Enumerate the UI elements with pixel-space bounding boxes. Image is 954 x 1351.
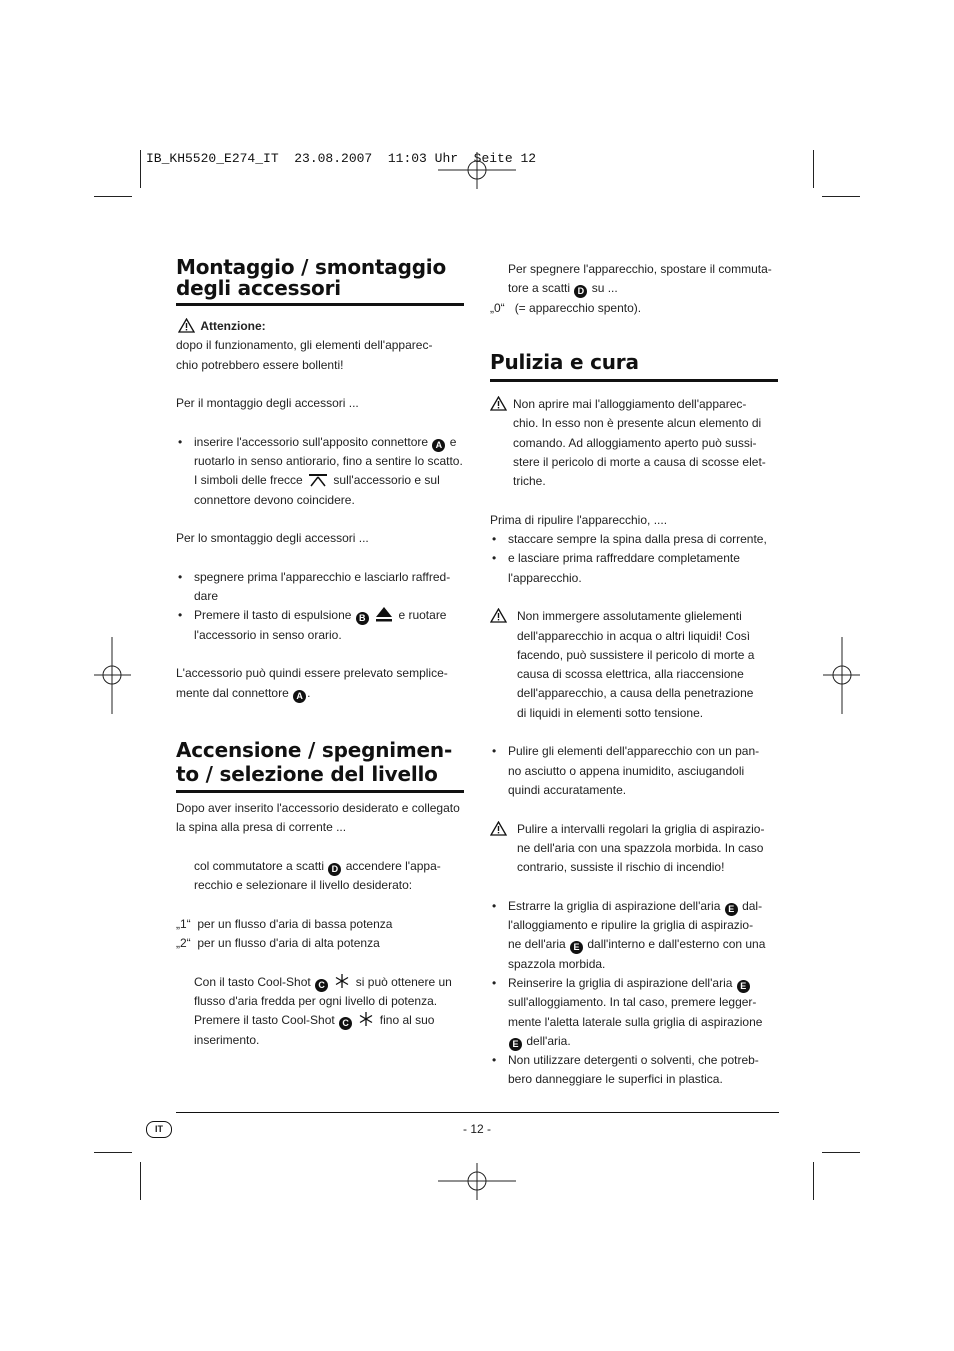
list-item: • Premere il tasto di espulsione B e ruotare l'accessorio in senso orario. xyxy=(176,606,476,645)
list-item: • e lasciare prima raffreddare completamente l'apparecchio. xyxy=(490,549,790,588)
section-title-pulizia: Pulizia e cura xyxy=(490,350,639,374)
marker-e: E xyxy=(737,980,750,993)
list-item: • Estrarre la griglia di aspirazione dell'aria E dal- l'alloggiamento e ripulire la griglia di aspirazio- ne dell'aria E dall'interno e dall'esterno con una spazzola morbida. xyxy=(490,897,790,974)
marker-e: E xyxy=(509,1038,522,1051)
title-rule xyxy=(176,303,464,306)
warning-triangle-icon xyxy=(490,821,507,836)
warning-block: Non aprire mai l'alloggiamento dell'apparec- chio. In esso non è presente alcun elemento di comando. Ad alloggiamento aperto può sussi- stere il pericolo di morte a causa di scosse elet- triche. xyxy=(490,395,790,491)
title-rule xyxy=(176,790,464,793)
arrow-symbol-icon xyxy=(308,473,328,487)
warning-block: Non immergere assolutamente glielementi dell'apparecchio in acqua o altri liquidi! Così facendo, può sussistere il pericolo di morte a causa di scossa elettrica, alla riaccensione dell'apparecchio, a causa della penetrazione di liquidi in elementi sotto tensione. xyxy=(490,607,790,723)
list-item: • spegnere prima l'apparecchio e lasciarlo raffred- dare xyxy=(176,568,476,607)
list-item: • Pulire gli elementi dell'apparecchio con un pan- no asciutto o appena inumidito, asciugandoli quindi accuratamente. xyxy=(490,742,790,800)
language-badge: IT xyxy=(146,1121,172,1138)
marker-a: A xyxy=(293,690,306,703)
warning-triangle-icon xyxy=(178,318,195,333)
list-item: • inserire l'accessorio sull'apposito connettore A e ruotarlo in senso antiorario, fino a sentire lo scatto. I simboli delle frecce sull'accessorio e sul connettore devono coincidere. xyxy=(176,433,476,510)
marker-a: A xyxy=(432,439,445,452)
attenzione-label: Attenzione: xyxy=(200,319,266,333)
title-rule xyxy=(490,379,778,382)
marker-c: C xyxy=(315,979,328,992)
warning-block: Pulire a intervalli regolari la griglia di aspirazio- ne dell'aria con una spazzola morbida. In caso contrario, sussiste il rischio di incendio! xyxy=(490,820,790,878)
marker-e: E xyxy=(725,903,738,916)
list-item: • staccare sempre la spina dalla presa di corrente, xyxy=(490,530,790,549)
section-title-accensione: Accensione / spegnimen- to / selezione del livello xyxy=(176,738,453,786)
list-item: • Non utilizzare detergenti o solventi, che potreb- bero danneggiare le superfici in plastica. xyxy=(490,1051,790,1090)
spegnimento-section: Per spegnere l'apparecchio, spostare il commuta- tore a scatti D su ... „0“ (= apparecchio spento). xyxy=(490,262,772,315)
eject-icon xyxy=(375,606,393,622)
marker-d: D xyxy=(328,863,341,876)
page-number: - 12 - xyxy=(462,1122,491,1136)
warning-triangle-icon xyxy=(490,396,507,411)
print-header: IB_KH5520_E274_IT 23.08.2007 11:03 Uhr Seite 12 xyxy=(146,151,537,166)
pulizia-section: Non aprire mai l'alloggiamento dell'apparec- chio. In esso non è presente alcun elemento di comando. Ad alloggiamento aperto può sussi- stere il pericolo di morte a causa di scosse elet- triche. Prima di ripulire l'apparecchio, .... • staccare sempre la spina dalla presa di corrente, • e lasciare prima raffreddare completamente l'apparecchio. Non immergere assolutamente glielementi dell'apparecchio in acqua o altri liquidi! Così facendo, può sussistere il pericolo di morte a causa di scossa elettrica, alla riaccensione dell'apparecchio, a causa della penetrazione di liquidi in elementi sotto tensione. • Pulire gli elementi dell'apparecchio con un pan- no asciutto o appena inumidito, asciugandoli quindi accuratamente. Pulire a intervalli regolari la griglia di aspirazio- ne dell'aria con una spazzola morbida. In caso contrario, sussiste il rischio di incendio! • Estrarre la griglia di aspirazione dell'aria E dal- l'alloggiamento e ripulire la griglia di aspirazio- ne dell'aria E dall'interno e dall'esterno con una spazzola morbida. • Reinserire la griglia di aspirazione dell'aria E sull'alloggiamento. In tal caso, premere legger- mente l'aletta laterale sulla griglia di aspirazione E dell'aria. • Non utilizzare detergenti o solventi, che potreb- bero danneggiare le superfici in plastica. xyxy=(490,395,790,1090)
list-item: • Reinserire la griglia di aspirazione dell'aria E sull'alloggiamento. In tal caso, premere legger- mente l'aletta laterale sulla griglia di aspirazione E dell'aria. xyxy=(490,974,790,1051)
warning-triangle-icon xyxy=(490,608,507,623)
marker-c: C xyxy=(339,1017,352,1030)
accensione-section: Dopo aver inserito l'accessorio desiderato e collegato la spina alla presa di corrente ... col commutatore a scatti D accendere l'appa- recchio e selezionare il livello desiderato: „1“ per un flusso d'aria di bassa potenza „2“ per un flusso d'aria di alta potenza Con il tasto Cool-Shot C si può ottenere un flusso d'aria fredda per ogni livello di potenza. Premere il tasto Cool-Shot C fino al suo inserimento. xyxy=(176,801,460,1047)
snowflake-icon xyxy=(358,1011,374,1027)
marker-d: D xyxy=(574,285,587,298)
footer-rule xyxy=(176,1112,779,1113)
montaggio-section: Attenzione: dopo il funzionamento, gli elementi dell'apparec- chio potrebbero essere bollenti! Per il montaggio degli accessori ... • inserire l'accessorio sull'apposito connettore A e ruotarlo in senso antiorario, fino a sentire lo scatto. I simboli delle frecce sull'accessorio e sul connettore devono coincidere. Per lo smontaggio degli accessori ... • spegnere prima l'apparecchio e lasciarlo raffred- dare • Premere il tasto di espulsione B e ruotare l'accessorio in senso orario. L'accessorio può quindi essere prelevato semplice- mente dal connettore A . xyxy=(176,317,476,703)
marker-e: E xyxy=(570,941,583,954)
snowflake-icon xyxy=(334,973,350,989)
marker-b: B xyxy=(356,612,369,625)
section-title-montaggio: Montaggio / smontaggio degli accessori xyxy=(176,255,447,300)
